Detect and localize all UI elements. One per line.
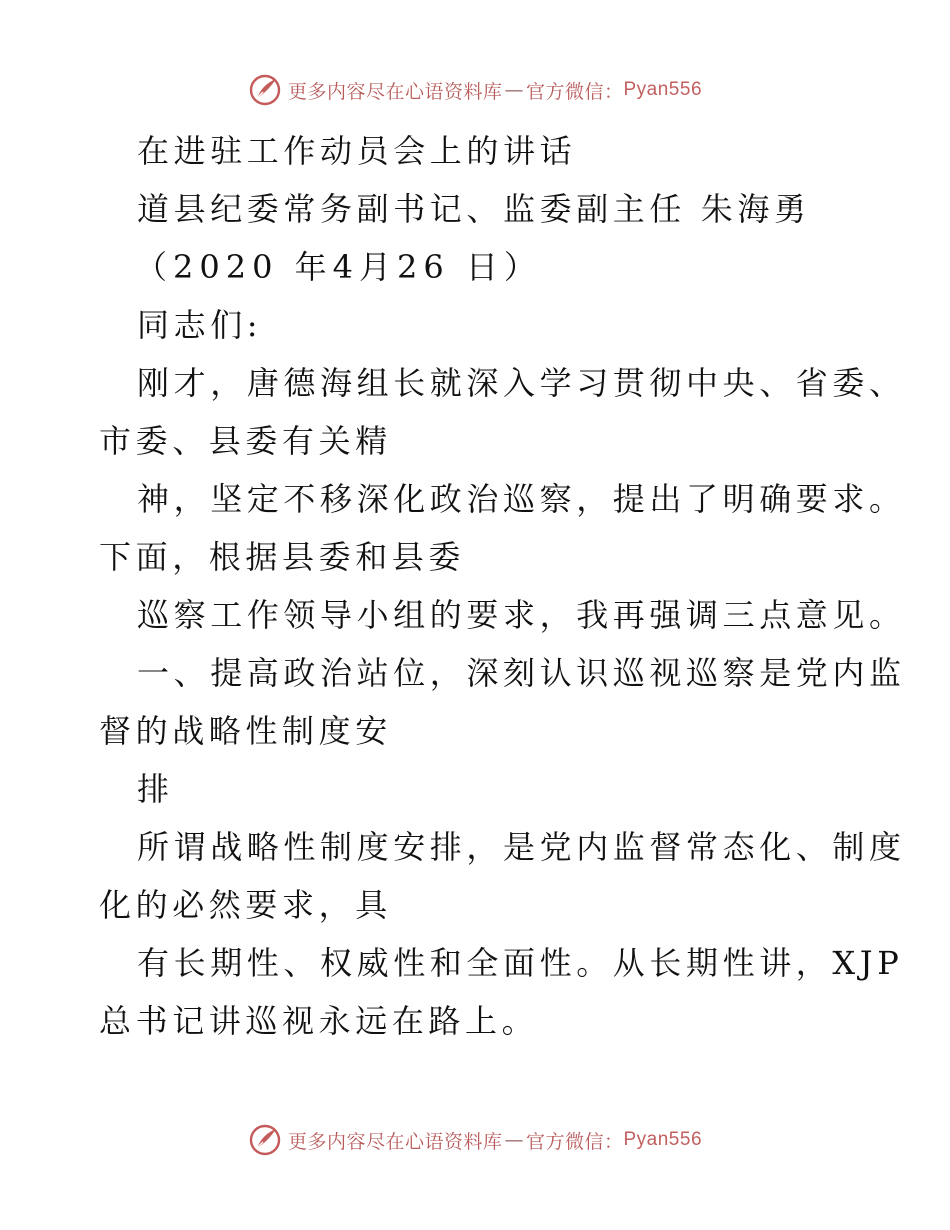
watermark-official: 官方微信： <box>525 1130 624 1153</box>
watermark-dash: — <box>504 1129 524 1151</box>
paragraph-line: 化的必然要求，具 <box>99 886 392 924</box>
watermark-header <box>0 70 950 110</box>
date-line: （2020 年4月26 日） <box>135 248 542 286</box>
paragraph-line: 所谓战略性制度安排，是党内监督常态化、制度 <box>137 828 906 866</box>
section-heading-line: 一、提高政治站位，深刻认识巡视巡察是党内监 <box>137 654 906 692</box>
paragraph-line: 总书记讲巡视永远在路上。 <box>99 1002 539 1040</box>
paragraph-line: 有长期性、权威性和全面性。从长期性讲，XJP <box>137 944 904 982</box>
section-heading-line: 督的战略性制度安 <box>99 712 392 750</box>
watermark-id: Pyan556 <box>623 1129 703 1150</box>
speech-title: 在进驻工作动员会上的讲话 <box>137 132 577 170</box>
paragraph-line: 神，坚定不移深化政治巡察，提出了明确要求。 <box>137 480 906 518</box>
watermark-footer <box>0 1120 950 1160</box>
feather-pen-logo-icon <box>248 73 282 107</box>
paragraph-line: 市委、县委有关精 <box>99 422 392 460</box>
watermark-official: 官方微信： <box>525 80 624 103</box>
watermark-dash: — <box>504 79 524 101</box>
paragraph-line: 下面，根据县委和县委 <box>99 538 466 576</box>
speaker-line: 道县纪委常务副书记、监委副主任 朱海勇 <box>137 190 811 228</box>
watermark-id: Pyan556 <box>623 79 703 100</box>
watermark-text: 更多内容尽在心语资料库 <box>287 1130 503 1153</box>
watermark-text: 更多内容尽在心语资料库 <box>287 80 503 103</box>
document-body <box>99 122 906 1050</box>
paragraph-line: 巡察工作领导小组的要求，我再强调三点意见。 <box>137 596 906 634</box>
feather-pen-logo-icon <box>248 1123 282 1157</box>
paragraph-line: 刚才，唐德海组长就深入学习贯彻中央、省委、 <box>137 364 906 402</box>
salutation: 同志们: <box>137 306 263 344</box>
section-heading-line: 排 <box>137 770 174 808</box>
